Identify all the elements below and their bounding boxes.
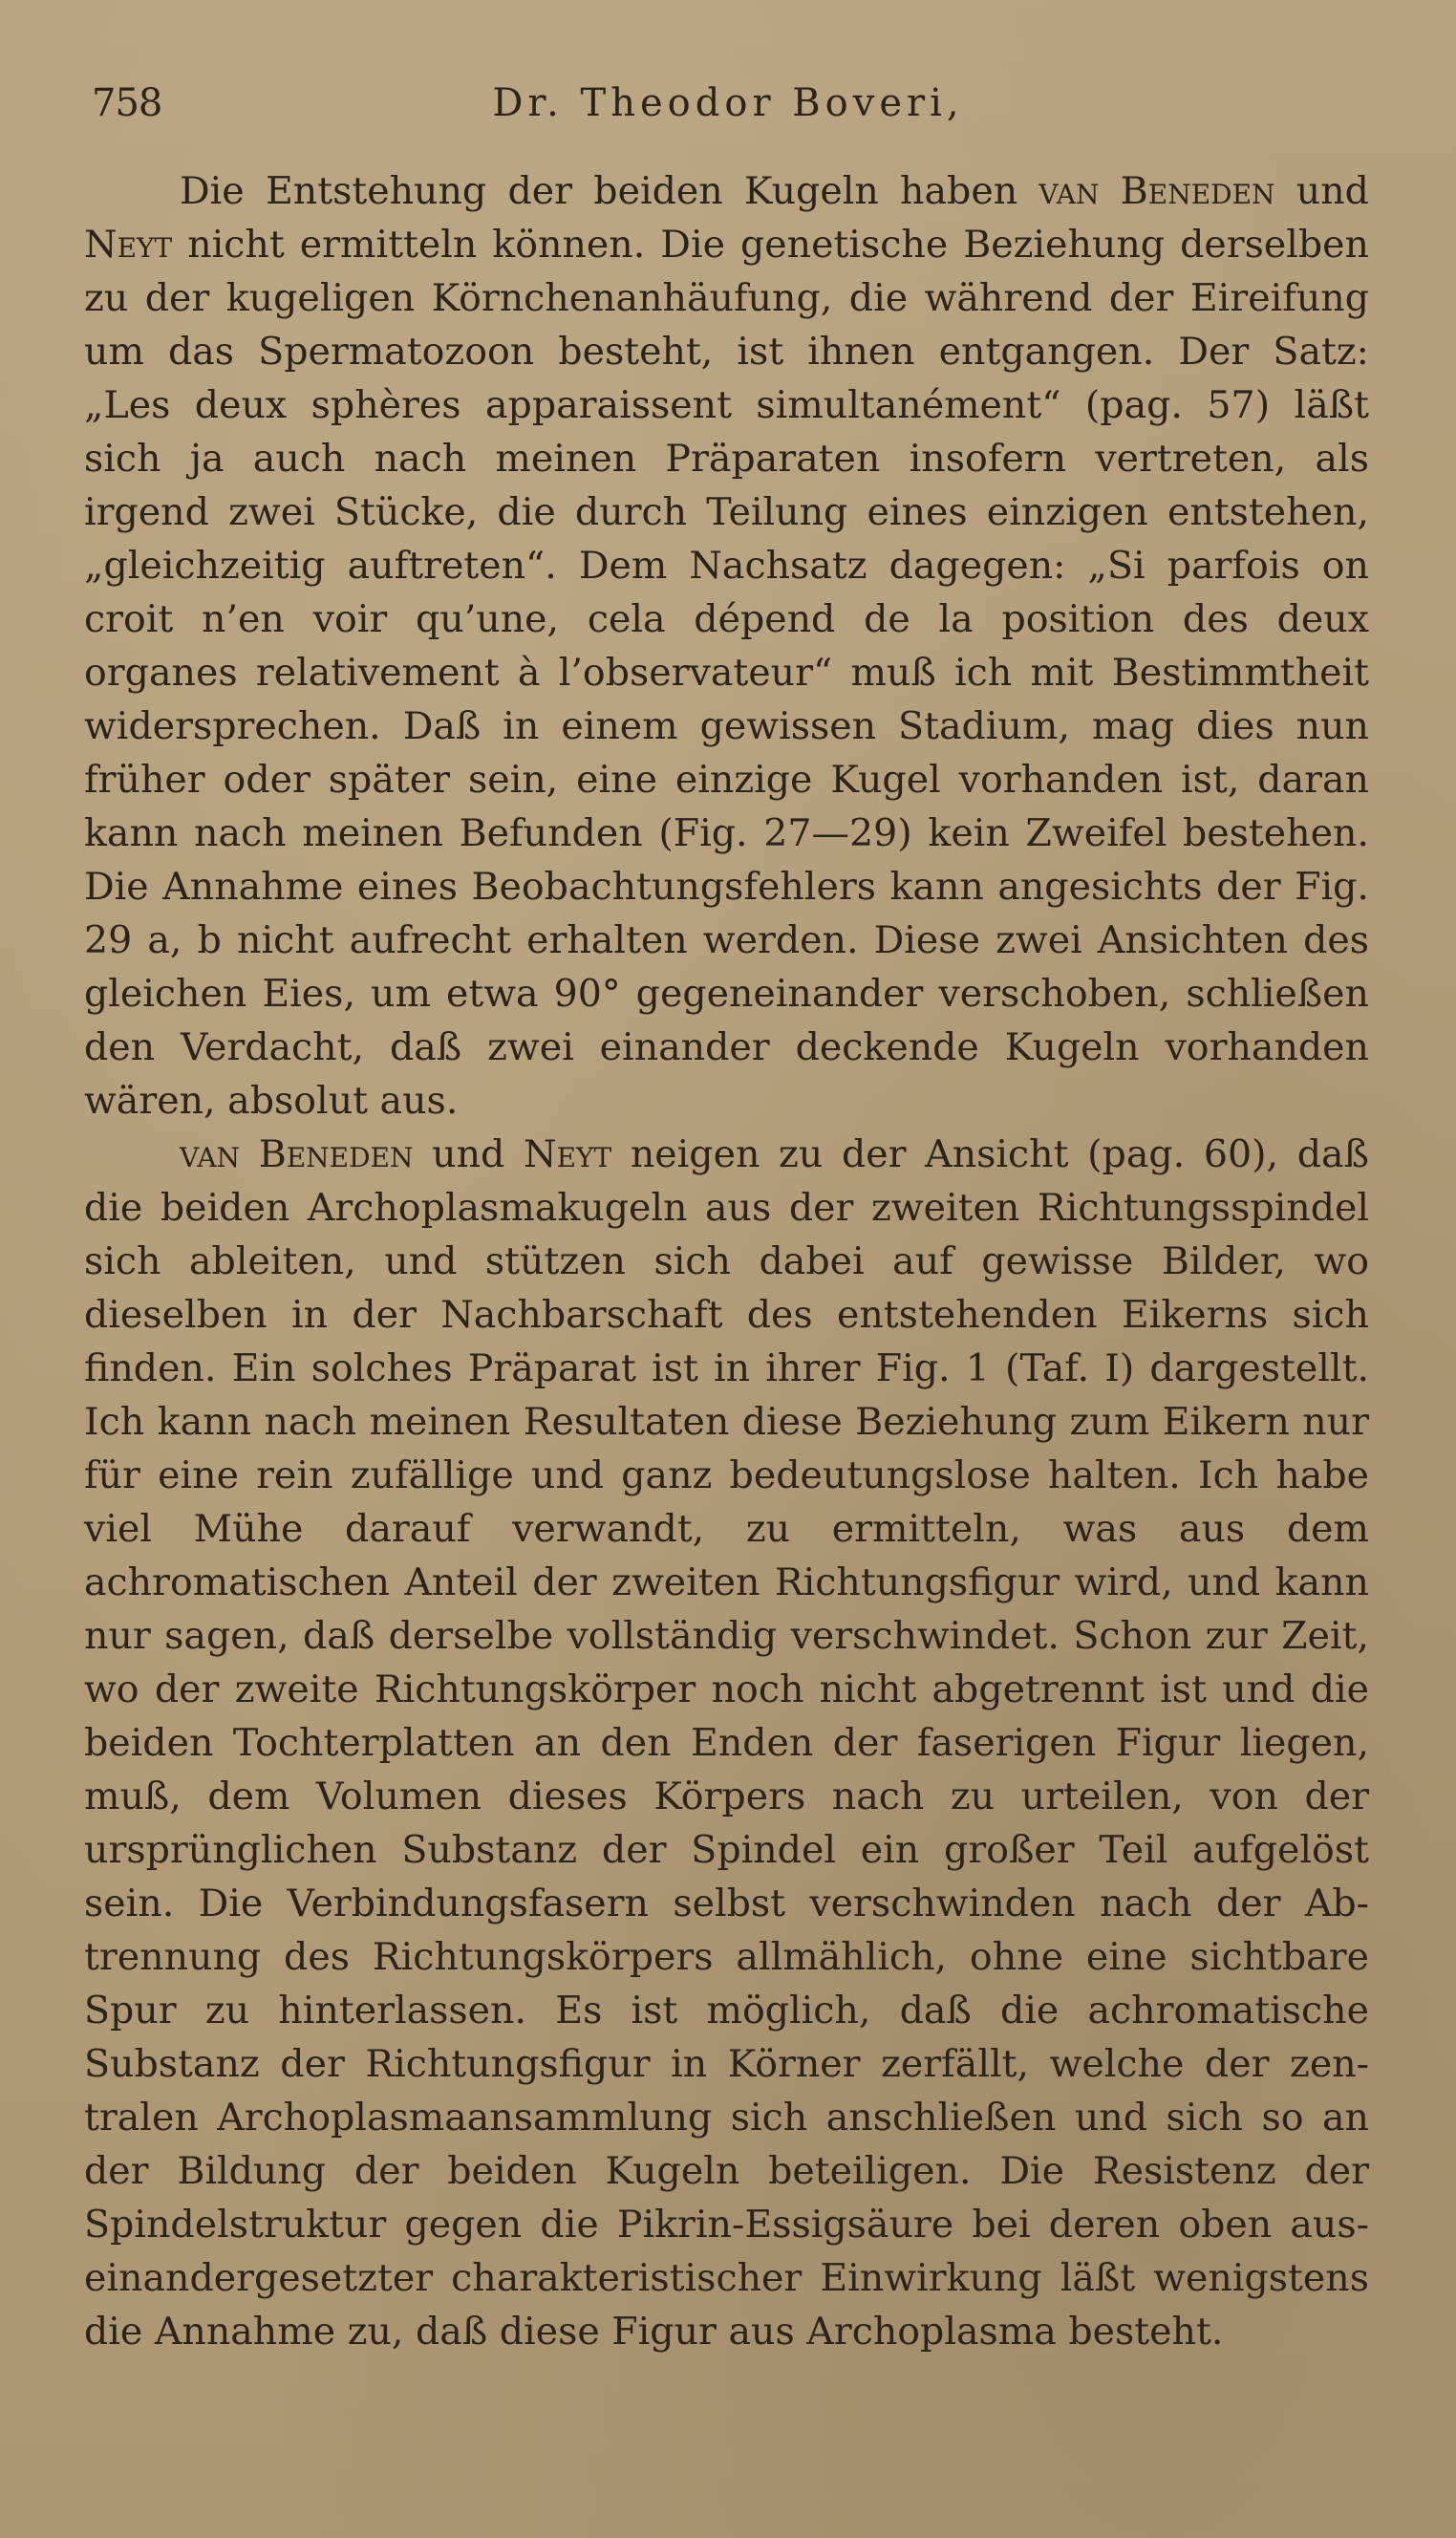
paragraph-2 [84,1128,1369,2358]
page-number: 758 [92,81,162,125]
running-head: Dr. Theodor Boveri, [492,81,964,125]
body-text [84,164,1369,2358]
text-segment: und [413,1132,524,1176]
author-name: van Beneden [1038,169,1275,213]
paragraph-1 [84,164,1369,1128]
page-header [92,75,1364,132]
text-segment: Die Entstehung der beiden Kugeln haben [180,169,1039,213]
author-name: Neyt [524,1132,612,1176]
text-segment: nicht ermitteln können. Die genetische Beziehung derselben zu der kugeligen Körnchenanhäufung, die während der Eireifung um das Spermatozoon besteht, ist ihnen entgangen. Der Satz: „Les deux sphères apparaissent simultanément“ (pag. 57) läßt sich ja auch nach meinen Präparaten insofern vertreten, als irgend zwei Stücke, die durch Teilung eines einzigen entstehen, „gleichzeitig auftreten“. Dem Nachsatz dagegen: „Si parfois on croit n’en voir qu’une, cela dépend de la position des deux organes relativement à l’observateur“ muß ich mit Bestimmtheit widersprechen. Daß in einem gewissen Stadium, mag dies nun früher oder später sein, eine einzige Kugel vorhanden ist, daran kann nach meinen Befunden (Fig. 27—29) kein Zweifel bestehen. Die Annahme eines Beobachtungsfehlers kann angesichts der Fig. 29 a, b nicht aufrecht erhalten werden. Diese zwei Ansichten des gleichen Eies, um etwa 90° gegeneinander verschoben, schließen den Verdacht, daß zwei einander deckende Kugeln vorhanden wären, absolut aus. [84,223,1369,1123]
author-name: van Beneden [180,1132,414,1176]
author-name: Neyt [84,223,173,267]
text-segment: neigen zu der Ansicht (pag. 60), daß die beiden Archoplasmakugeln aus der zweiten Richtungsspindel sich ableiten, und stützen sich dabei auf gewisse Bilder, wo dieselben in der Nachbarschaft des entstehenden Eikerns sich finden. Ein solches Präparat ist in ihrer Fig. 1 (Taf. I) dargestellt. Ich kann nach meinen Resultaten diese Beziehung zum Eikern nur für eine rein zufällige und ganz bedeutungslose halten. Ich habe viel Mühe darauf verwandt, zu ermitteln, was aus dem achromatischen Anteil der zweiten Richtungsfigur wird, und kann nur sagen, daß derselbe vollständig verschwindet. Schon zur Zeit, wo der zweite Richtungskörper noch nicht abgetrennt ist und die beiden Tochterplatten an den Enden der faserigen Figur liegen, muß, dem Volumen dieses Körpers nach zu urteilen, von der ursprünglichen Substanz der Spindel ein großer Teil aufgelöst sein. Die Verbindungsfasern selbst verschwinden nach der Abtrennung des Richtungskörpers allmählich, ohne eine sichtbare Spur zu hinterlassen. Es ist möglich, daß die achromatische Substanz der Richtungsfigur in Körner zerfällt, welche der zentralen Archoplasmaansammlung sich anschließen und sich so an der Bildung der beiden Kugeln beteiligen. Die Resistenz der Spindelstruktur gegen die Pikrin-Essigsäure bei deren oben auseinandergesetzter charakteristischer Einwirkung läßt wenigstens die Annahme zu, daß diese Figur aus Archoplasma besteht. [84,1132,1369,2354]
text-segment: und [1274,169,1369,213]
